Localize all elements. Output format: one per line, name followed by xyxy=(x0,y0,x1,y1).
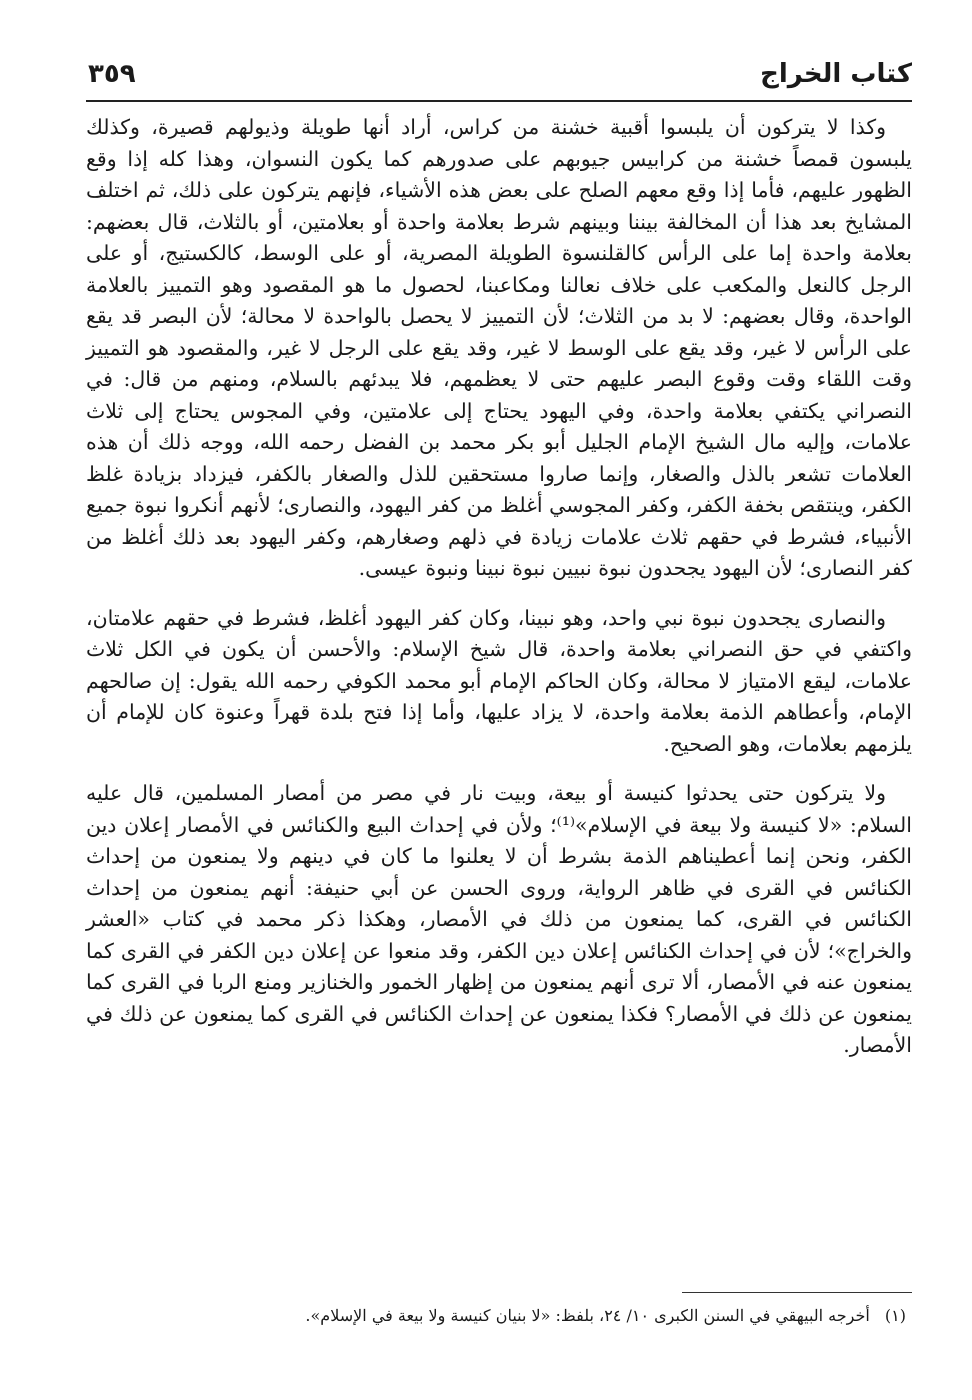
page-number: ٣٥٩ xyxy=(88,59,136,89)
chapter-title: كتاب الخراج xyxy=(760,59,912,89)
header-rule xyxy=(86,100,912,102)
main-text xyxy=(86,112,912,1080)
footnote-rule xyxy=(682,1292,912,1293)
footnote-text: أخرجه البيهقي في السنن الكبرى ١٠/ ٢٤، بلفظ: «لا بنيان كنيسة ولا بيعة في الإسلام». xyxy=(305,1306,870,1325)
footnote-number: (١) xyxy=(884,1306,906,1325)
paragraph-1: وكذا لا يتركون أن يلبسوا أقبية خشنة من كراس، أراد أنها طويلة وذيولهم قصيرة، وكذلك يلبسون قمصاً خشنة من كرابيس جيوبهم على صدورهم كما يكون النسوان، وهذا كله إذا وقع الظهور عليهم، فأما إذا وقع معهم الصلح على بعض هذه الأشياء، فإنهم يتركون على ذلك، ثم اختلف المشايخ بعد هذا أن المخالفة بيننا وبينهم شرط بعلامة واحدة أو بعلامتين، أو بالثلاث، قال بعضهم: بعلامة واحدة إما على الرأس كالقلنسوة الطويلة المصرية، أو على الوسط، كالكستيج، أو على الرجل كالنعل والمكعب على خلاف نعالنا ومكاعبنا، لحصول ما هو المقصود وهو التمييز بالعلامة الواحدة، وقال بعضهم: لا بد من الثلاث؛ لأن التمييز لا يحصل بالواحدة لا محالة؛ لأن البصر قد يقع على الرأس لا غير، وقد يقع على الوسط لا غير، وقد يقع على الرجل لا غير، والمقصود هو التمييز وقت اللقاء وقت وقوع البصر عليهم حتى لا يعظمهم، فلا يبدئهم بالسلام، ومنهم من قال: في النصراني يكتفي بعلامة واحدة، وفي اليهود يحتاج إلى علامتين، وفي المجوس يحتاج إلى ثلاث علامات، وإليه مال الشيخ الإمام الجليل أبو بكر محمد بن الفضل رحمه الله، ووجه ذلك أن هذه العلامات تشعر بالذل والصغار، وإنما صاروا مستحقين للذل والصغار بالكفر، فيزداد بزيادة غلظ الكفر، وينتقص بخفة الكفر، وكفر المجوسي أغلظ من كفر اليهود، والنصارى؛ لأنهم أنكروا نبوة جميع الأنبياء، فشرط في حقهم ثلاث علامات زيادة في ذلهم وصغارهم، وكفر اليهود بعد ذلك أغلظ من كفر النصارى؛ لأن اليهود يجحدون نبوة نبيين نبوة نبينا ونبوة عيسى. xyxy=(86,115,912,580)
footnote xyxy=(86,1305,906,1327)
running-header xyxy=(88,52,912,96)
paragraph-3: ولا يتركون حتى يحدثوا كنيسة أو بيعة، وبيت نار في مصر من أمصار المسلمين، قال عليه السلام: «لا كنيسة ولا بيعة في الإسلام»⁽¹⁾؛ ولأن في إحداث البيع والكنائس في الأمصار إعلان دين الكفر، ونحن إنما أعطيناهم الذمة بشرط أن لا يعلنوا ما كان في دينهم ولا يمنعون من إحداث الكنائس في القرى في ظاهر الرواية، وروى الحسن عن أبي حنيفة: أنهم يمنعون من إحداث الكنائس في القرى، كما يمنعون من ذلك في الأمصار، وهكذا ذكر محمد في كتاب «العشر والخراج»؛ لأن في إحداث الكنائس إعلان دين الكفر، وقد منعوا عن إعلان دين الكفر في القرى كما يمنعون عنه في الأمصار، ألا ترى أنهم يمنعون من إظهار الخمور والخنازير ومنع الربا في القرى كما يمنعون عن ذلك في الأمصار؟ فكذا يمنعون عن إحداث الكنائس في القرى كما يمنعون عن ذلك في الأمصار. xyxy=(86,781,912,1057)
paragraph-2: والنصارى يجحدون نبوة نبي واحد، وهو نبينا، وكان كفر اليهود أغلظ، فشرط في حقهم علامتان، واكتفي في حق النصراني بعلامة واحدة، قال شيخ الإسلام: والأحسن أن يكون في الكل ثلاث علامات، ليقع الامتياز لا محالة، وكان الحاكم الإمام أبو محمد الكوفي رحمه الله يقول: إن صالحهم الإمام، وأعطاهم الذمة بعلامة واحدة، لا يزاد عليها، وأما إذا فتح بلدة قهراً وعنوة كان للإمام أن يلزمهم بعلامات، وهو الصحيح. xyxy=(86,605,912,756)
